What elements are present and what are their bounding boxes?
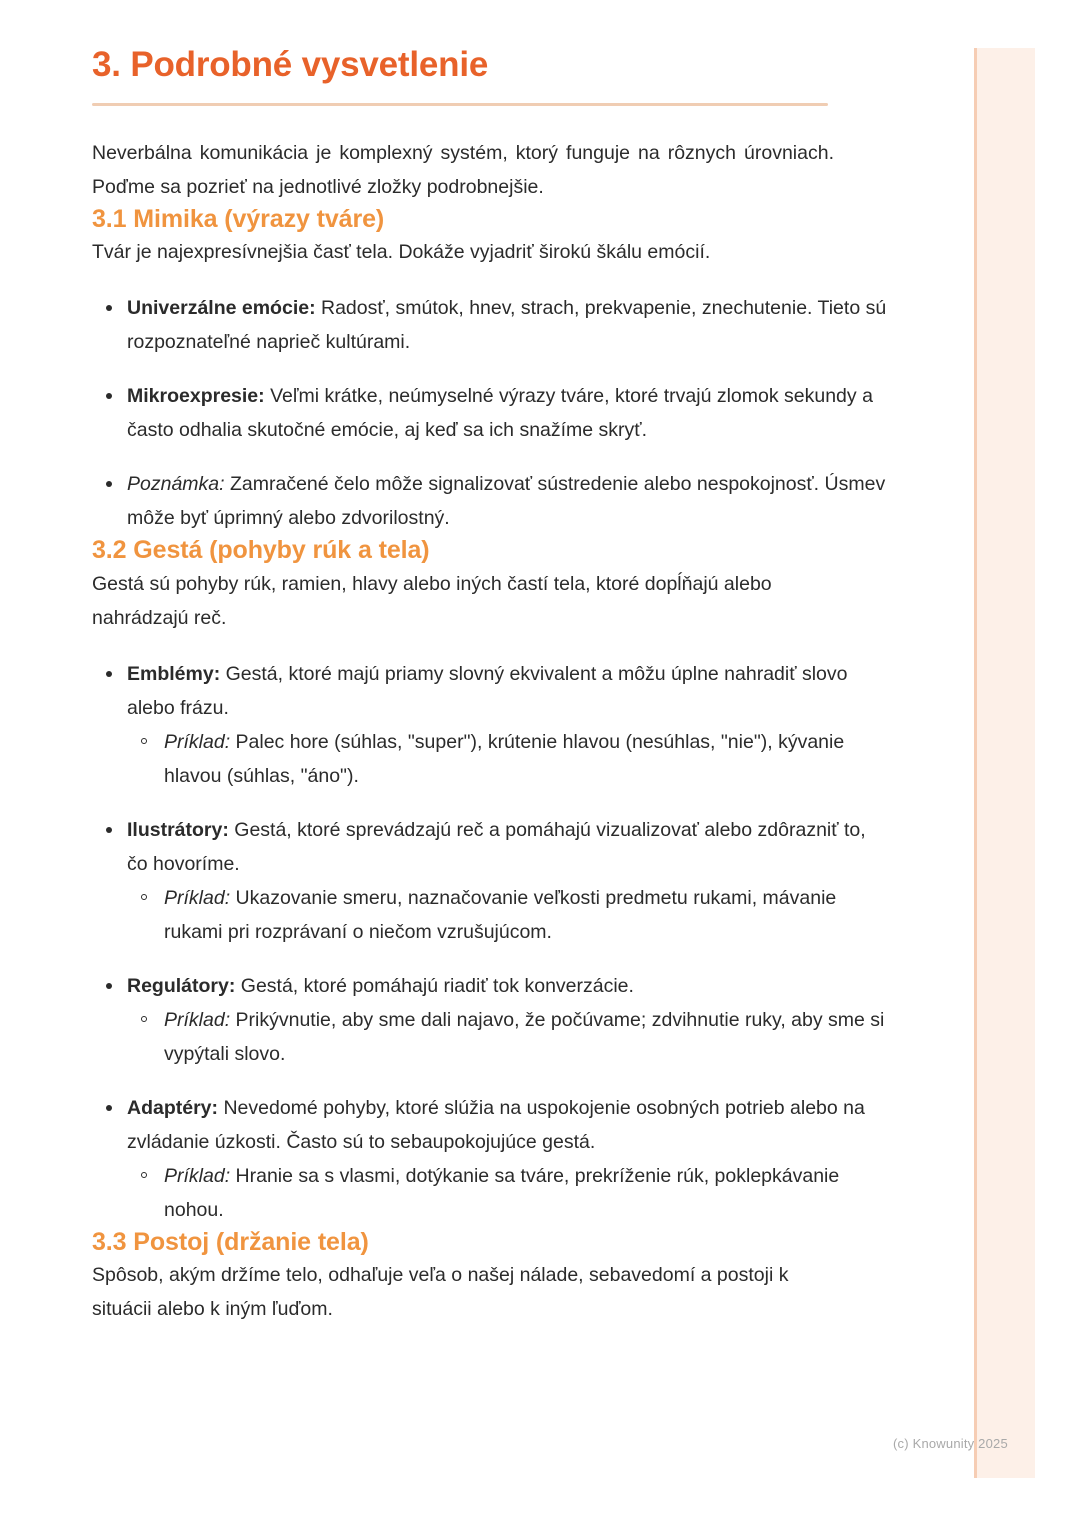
section-heading-3-1: 3.1 Mimika (výrazy tváre) [92, 205, 385, 233]
list-item [92, 291, 887, 359]
bullet-dot-icon [106, 305, 112, 311]
list-item-text: Gestá, ktoré pomáhajú riadiť tok konverzácie. [235, 974, 634, 997]
sublist-item [127, 881, 887, 949]
list-item-text: Zamračené čelo môže signalizovať sústredenie alebo nespokojnosť. Úsmev môže byť úprimný alebo zdvorilostný. [127, 473, 886, 530]
list-item-text: Gestá, ktoré sprevádzajú reč a pomáhajú vizualizovať alebo zdôrazniť to, čo hovoríme. [127, 818, 866, 875]
list-item [92, 1091, 887, 1227]
list-item-text: Radosť, smútok, hnev, strach, prekvapenie, znechutenie. Tieto sú rozpoznateľné naprieč kultúrami. [127, 297, 887, 354]
bullet-dot-icon [106, 983, 112, 989]
section-3-2-intro: Gestá sú pohyby rúk, ramien, hlavy alebo iných častí tela, ktoré dopĺňajú alebo nahrádzajú reč. [92, 572, 772, 629]
sublist-item [127, 1159, 887, 1227]
document-intro-paragraph: Neverbálna komunikácia je komplexný systém, ktorý funguje na rôznych úrovniach. Poďme sa pozrieť na jednotlivé zložky podrobnejšie. [92, 142, 834, 198]
list-item-label: Poznámka: [127, 473, 225, 496]
example-label: Príklad: [164, 730, 231, 753]
example-label: Príklad: [164, 1164, 231, 1187]
section-heading-3-2: 3.2 Gestá (pohyby rúk a tela) [92, 536, 430, 565]
section-3-3-intro: Spôsob, akým držíme telo, odhaľuje veľa o našej nálade, sebavedomí a postoji k situácii alebo k iným ľuďom. [92, 1263, 789, 1320]
example-label: Príklad: [164, 1008, 231, 1031]
title-divider [92, 103, 828, 106]
bullet-dot-icon [106, 1105, 112, 1111]
page-title: 3. Podrobné vysvetlenie [92, 45, 489, 84]
list-item-label: Univerzálne emócie: [127, 297, 316, 320]
bullet-dot-icon [106, 393, 112, 399]
list-item [92, 379, 887, 447]
list-item [92, 969, 887, 1071]
list-item-label: Emblémy: [127, 662, 221, 685]
list-item [92, 467, 887, 535]
example-text: Ukazovanie smeru, naznačovanie veľkosti predmetu rukami, mávanie rukami pri rozprávaní o niečom vzrušujúcom. [164, 886, 837, 943]
bullet-ring-icon [141, 738, 147, 744]
example-text: Palec hore (súhlas, "super"), krútenie hlavou (nesúhlas, "nie"), kývanie hlavou (súhlas, "áno"). [164, 730, 845, 787]
list-item-label: Adaptéry: [127, 1096, 219, 1119]
bullet-dot-icon [106, 671, 112, 677]
bullet-ring-icon [141, 1016, 147, 1022]
example-text: Hranie sa s vlasmi, dotýkanie sa tváre, prekríženie rúk, poklepkávanie nohou. [164, 1164, 840, 1221]
bullet-dot-icon [106, 827, 112, 833]
example-sublist [127, 725, 887, 793]
section-3-1-list [92, 291, 988, 535]
bullet-ring-icon [141, 894, 147, 900]
list-item [92, 657, 887, 793]
bullet-ring-icon [141, 1172, 147, 1178]
list-item-label: Ilustrátory: [127, 818, 229, 841]
bullet-dot-icon [106, 481, 112, 487]
example-text: Prikývnutie, aby sme dali najavo, že počúvame; zdvihnutie ruky, aby sme si vypýtali slovo. [164, 1008, 885, 1065]
example-label: Príklad: [164, 886, 231, 909]
list-item-text: Nevedomé pohyby, ktoré slúžia na uspokojenie osobných potrieb alebo na zvládanie úzkosti. Často sú to sebaupokojujúce gestá. [127, 1096, 865, 1153]
section-3-1-intro: Tvár je najexpresívnejšia časť tela. Dokáže vyjadriť širokú škálu emócií. [92, 241, 711, 264]
list-item-text: Gestá, ktoré majú priamy slovný ekvivalent a môžu úplne nahradiť slovo alebo frázu. [127, 662, 848, 719]
section-heading-3-3: 3.3 Postoj (držanie tela) [92, 1227, 369, 1256]
list-item-text: Veľmi krátke, neúmyselné výrazy tváre, ktoré trvajú zlomok sekundy a často odhalia skutočné emócie, aj keď sa ich snažíme skryť. [127, 385, 873, 442]
list-item-label: Regulátory: [127, 974, 236, 997]
example-sublist [127, 1159, 887, 1227]
sublist-item [127, 1003, 887, 1071]
list-item-label: Mikroexpresie: [127, 385, 265, 408]
copyright-watermark: (c) Knowunity 2025 [893, 1436, 1008, 1451]
list-item [92, 813, 887, 949]
example-sublist [127, 881, 887, 949]
sublist-item [127, 725, 887, 793]
example-sublist [127, 1003, 887, 1071]
section-3-2-list [92, 657, 988, 1227]
